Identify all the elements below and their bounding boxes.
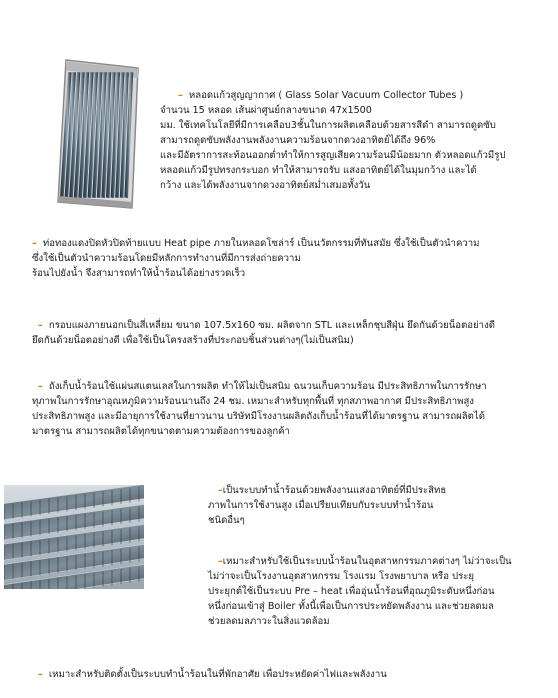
bullet-dash: – <box>218 556 223 567</box>
section-residential-use <box>32 667 387 682</box>
section-frame <box>32 318 495 348</box>
text-line: ทุภาพในการรักษาอุณหภูมิความร้อนนานถึง 24 ชม. เหมาะสำหรับทุกพื้นที่ ทุกสภาพอากาศ มีประสิทธิภาพสูง <box>32 396 474 407</box>
text-line: ชนิดอื่นๆ <box>208 515 245 526</box>
bullet-dash: – <box>178 90 183 101</box>
text-line: ประยุกต์ใช้เป็นระบบ Pre – heat เพื่ออุ่นน้ำร้อนที่อุณภูมิระดับหนึ่งก่อน <box>208 586 495 597</box>
text-line: ประสิทธิภาพสูง และมีอายุการใช้งานที่ยาวนาน บริษัทมีโรงงานผลิตถังเก็บน้ำร้อนที่ได้มาตรฐาน สามารถผลิตได้ <box>32 411 485 422</box>
text-line: กว้าง และได้พลังงานจากดวงอาทิตย์สม่ำเสมอทั้งวัน <box>160 180 371 191</box>
section-industrial-use <box>208 554 512 629</box>
section-storage-tank <box>32 379 487 439</box>
text-line: ยึดกันด้วยน็อตอย่างดี เพื่อใช้เป็นโครงสร้างที่ประกอบชิ้นส่วนต่างๆ(ไม่เป็นสนิม) <box>32 335 354 346</box>
section-heat-pipe <box>32 236 479 251</box>
text-line: ถังเก็บน้ำร้อนใช้แผ่นสแตนเลสในการผลิต ทำให้ไม่เป็นสนิม ฉนวนเก็บความร้อน มีประสิทธิภาพในการรักษา <box>48 381 487 392</box>
section-heat-pipe-body <box>32 251 301 281</box>
solar-tube-collector-photo <box>52 56 146 214</box>
section-collector-tubes-body <box>160 103 505 193</box>
text-line: ช่วยลดมลภาวะในสิ่งแวดล้อม <box>208 616 330 627</box>
bullet-dash: – <box>32 238 37 249</box>
text-line: ไม่ว่าจะเป็นโรงงานอุตสาหกรรม โรงแรม โรงพยาบาล หรือ ประยุ <box>208 571 475 582</box>
text-line: และมีอัตราการสะท้อนออกต่ำทำให้การสูญเสียความร้อนมีน้อยมาก ตัวหลอดแก้วมีรูป <box>160 150 506 161</box>
bullet-dash: – <box>218 485 223 496</box>
text-line: เหมาะสำหรับใช้เป็นระบบน้ำร้อนในอุตสาหกรรมภาคต่างๆ ไม่ว่าจะเป็น <box>222 556 512 567</box>
text-line: กรอบแผงภายนอกเป็นสี่เหลี่ยม ขนาด 107.5x160 ซม. ผลิตจาก STL และเหล็กชุบสีฝุ่น ยึดกันด้วยน็อตอย่างดี <box>48 320 495 331</box>
bullet-dash: – <box>38 381 43 392</box>
text-line: มม. ใช้เทคโนโลยีที่มีการเคลือบ3ชั้นในการผลิตเคลือบด้วยสารสีดำ สามารถดูดซับ <box>160 120 496 131</box>
text-line: เหมาะสำหรับติดตั้งเป็นระบบทำน้ำร้อนในที่พักอาศัย เพื่อประหยัดค่าไฟและพลังงาน <box>48 669 387 680</box>
text-line: ท่อทองแดงปิดหัวปิดท้ายแบบ Heat pipe ภายในหลอดโซล่าร์ เป็นนวัตกรรมที่ทันสมัย ซึ่งใช้เป็นตัวนำความ <box>42 238 480 249</box>
bullet-dash: – <box>38 320 43 331</box>
text-line: จำนวน 15 หลอด เส้นผ่าศูนย์กลางขนาด 47x1500 <box>160 105 372 116</box>
text-line: มาตรฐาน สามารถผลิตได้ทุกขนาดตามความต้องการของลูกค้า <box>32 426 290 437</box>
text-line: ซึ่งใช้เป็นตัวนำความร้อนโดยมีหลักการทำงานที่มีการส่งถ่ายความ <box>32 253 301 264</box>
section-collector-tubes <box>172 88 463 103</box>
section-efficiency <box>208 483 446 528</box>
text-line: หนึ่งก่อนเข้าสู่ Boiler ทั้งนี้เพื่อเป็นการประหยัดพลังงาน และช่วยลดมล <box>208 601 494 612</box>
text-line: ภาพในการใช้งานสูง เมื่อเปรียบเทียบกับระบบทำน้ำร้อน <box>208 500 434 511</box>
text-line: หลอดแก้วมีรูปทรงกระบอก ทำให้สามารถรับ แสงอาทิตย์ได้ในมุมกว้าง และได้ <box>160 165 477 176</box>
bullet-dash: – <box>38 669 43 680</box>
text-line: สามารถดูดซับพลังงานพลังงานความร้อนจากดวงอาทิตย์ได้ถึง 96% <box>160 135 436 146</box>
rooftop-solar-array-photo <box>4 485 144 589</box>
text-line: เป็นระบบทำน้ำร้อนด้วยพลังงานแสงอาทิตย์ที่มีประสิทธ <box>222 485 447 496</box>
text-line: หลอดแก้วสูญญากาศ ( Glass Solar Vacuum Collector Tubes ) <box>188 90 464 101</box>
text-line: ร้อนไปยังน้ำ จึงสามารถทำให้น้ำร้อนได้อย่างรวดเร็ว <box>32 268 246 279</box>
